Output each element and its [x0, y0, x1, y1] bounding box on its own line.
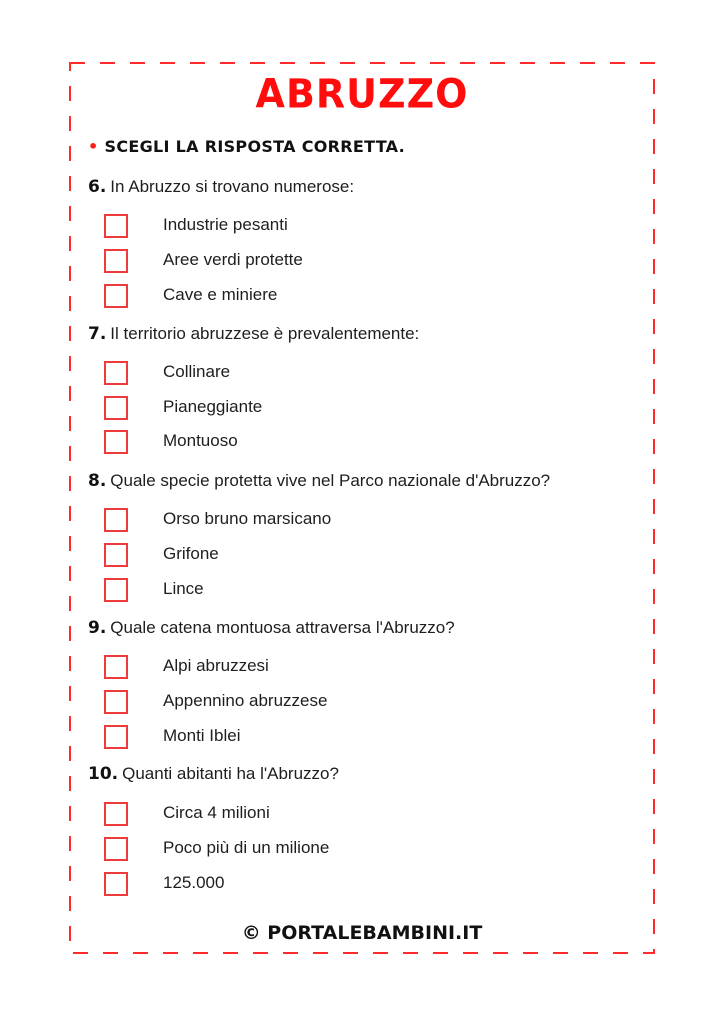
option-8c[interactable] — [104, 578, 204, 602]
option-10c[interactable] — [104, 872, 225, 896]
checkbox[interactable] — [104, 430, 128, 454]
checkbox[interactable] — [104, 725, 128, 749]
question-7 — [88, 324, 419, 344]
question-text: In Abruzzo si trovano numerose: — [110, 177, 355, 196]
question-8 — [88, 471, 550, 491]
option-label: Cave e miniere — [163, 285, 278, 304]
instruction — [88, 137, 405, 156]
question-number: 9. — [88, 618, 107, 638]
checkbox[interactable] — [104, 214, 128, 238]
option-label: Alpi abruzzesi — [163, 656, 269, 675]
instruction-text: SCEGLI LA RISPOSTA CORRETTA. — [104, 137, 406, 156]
option-label: Monti Iblei — [163, 726, 241, 745]
option-8b[interactable] — [104, 543, 219, 567]
checkbox[interactable] — [104, 361, 128, 385]
option-9c[interactable] — [104, 725, 241, 749]
checkbox[interactable] — [104, 284, 128, 308]
option-10a[interactable] — [104, 802, 270, 826]
option-label: Industrie pesanti — [163, 215, 288, 234]
option-label: Montuoso — [163, 431, 238, 450]
question-text: Quale catena montuosa attraversa l'Abruzzo? — [110, 618, 455, 637]
checkbox[interactable] — [104, 578, 128, 602]
option-label: 125.000 — [163, 873, 225, 892]
option-7b[interactable] — [104, 396, 263, 420]
option-8a[interactable] — [104, 508, 332, 532]
option-6a[interactable] — [104, 214, 288, 238]
option-6c[interactable] — [104, 284, 278, 308]
option-9b[interactable] — [104, 690, 328, 714]
option-label: Circa 4 milioni — [163, 803, 270, 822]
checkbox[interactable] — [104, 802, 128, 826]
checkbox[interactable] — [104, 690, 128, 714]
question-text: Quanti abitanti ha l'Abruzzo? — [122, 764, 339, 783]
question-number: 8. — [88, 471, 107, 491]
option-label: Aree verdi protette — [163, 250, 303, 269]
question-text: Il territorio abruzzese è prevalentemente: — [110, 324, 420, 343]
checkbox[interactable] — [104, 655, 128, 679]
checkbox[interactable] — [104, 396, 128, 420]
option-9a[interactable] — [104, 655, 269, 679]
option-label: Grifone — [163, 544, 219, 563]
option-6b[interactable] — [104, 249, 303, 273]
checkbox[interactable] — [104, 837, 128, 861]
question-9 — [88, 618, 455, 638]
option-label: Pianeggiante — [163, 397, 263, 416]
question-number: 7. — [88, 324, 107, 344]
question-number: 6. — [88, 177, 107, 197]
checkbox[interactable] — [104, 872, 128, 896]
option-label: Appennino abruzzese — [163, 691, 328, 710]
option-label: Lince — [163, 579, 204, 598]
question-6 — [88, 177, 354, 197]
checkbox[interactable] — [104, 249, 128, 273]
footer-copyright: © PORTALEBAMBINI.IT — [241, 922, 483, 944]
option-label: Poco più di un milione — [163, 838, 330, 857]
question-number: 10. — [88, 764, 119, 784]
checkbox[interactable] — [104, 543, 128, 567]
option-7a[interactable] — [104, 361, 231, 385]
option-label: Collinare — [163, 362, 231, 381]
checkbox[interactable] — [104, 508, 128, 532]
question-10 — [88, 764, 339, 784]
page-title: ABRUZZO — [255, 70, 469, 118]
option-label: Orso bruno marsicano — [163, 509, 332, 528]
bullet-icon: • — [88, 137, 99, 156]
option-7c[interactable] — [104, 430, 238, 454]
question-text: Quale specie protetta vive nel Parco nazionale d'Abruzzo? — [110, 471, 551, 490]
option-10b[interactable] — [104, 837, 330, 861]
